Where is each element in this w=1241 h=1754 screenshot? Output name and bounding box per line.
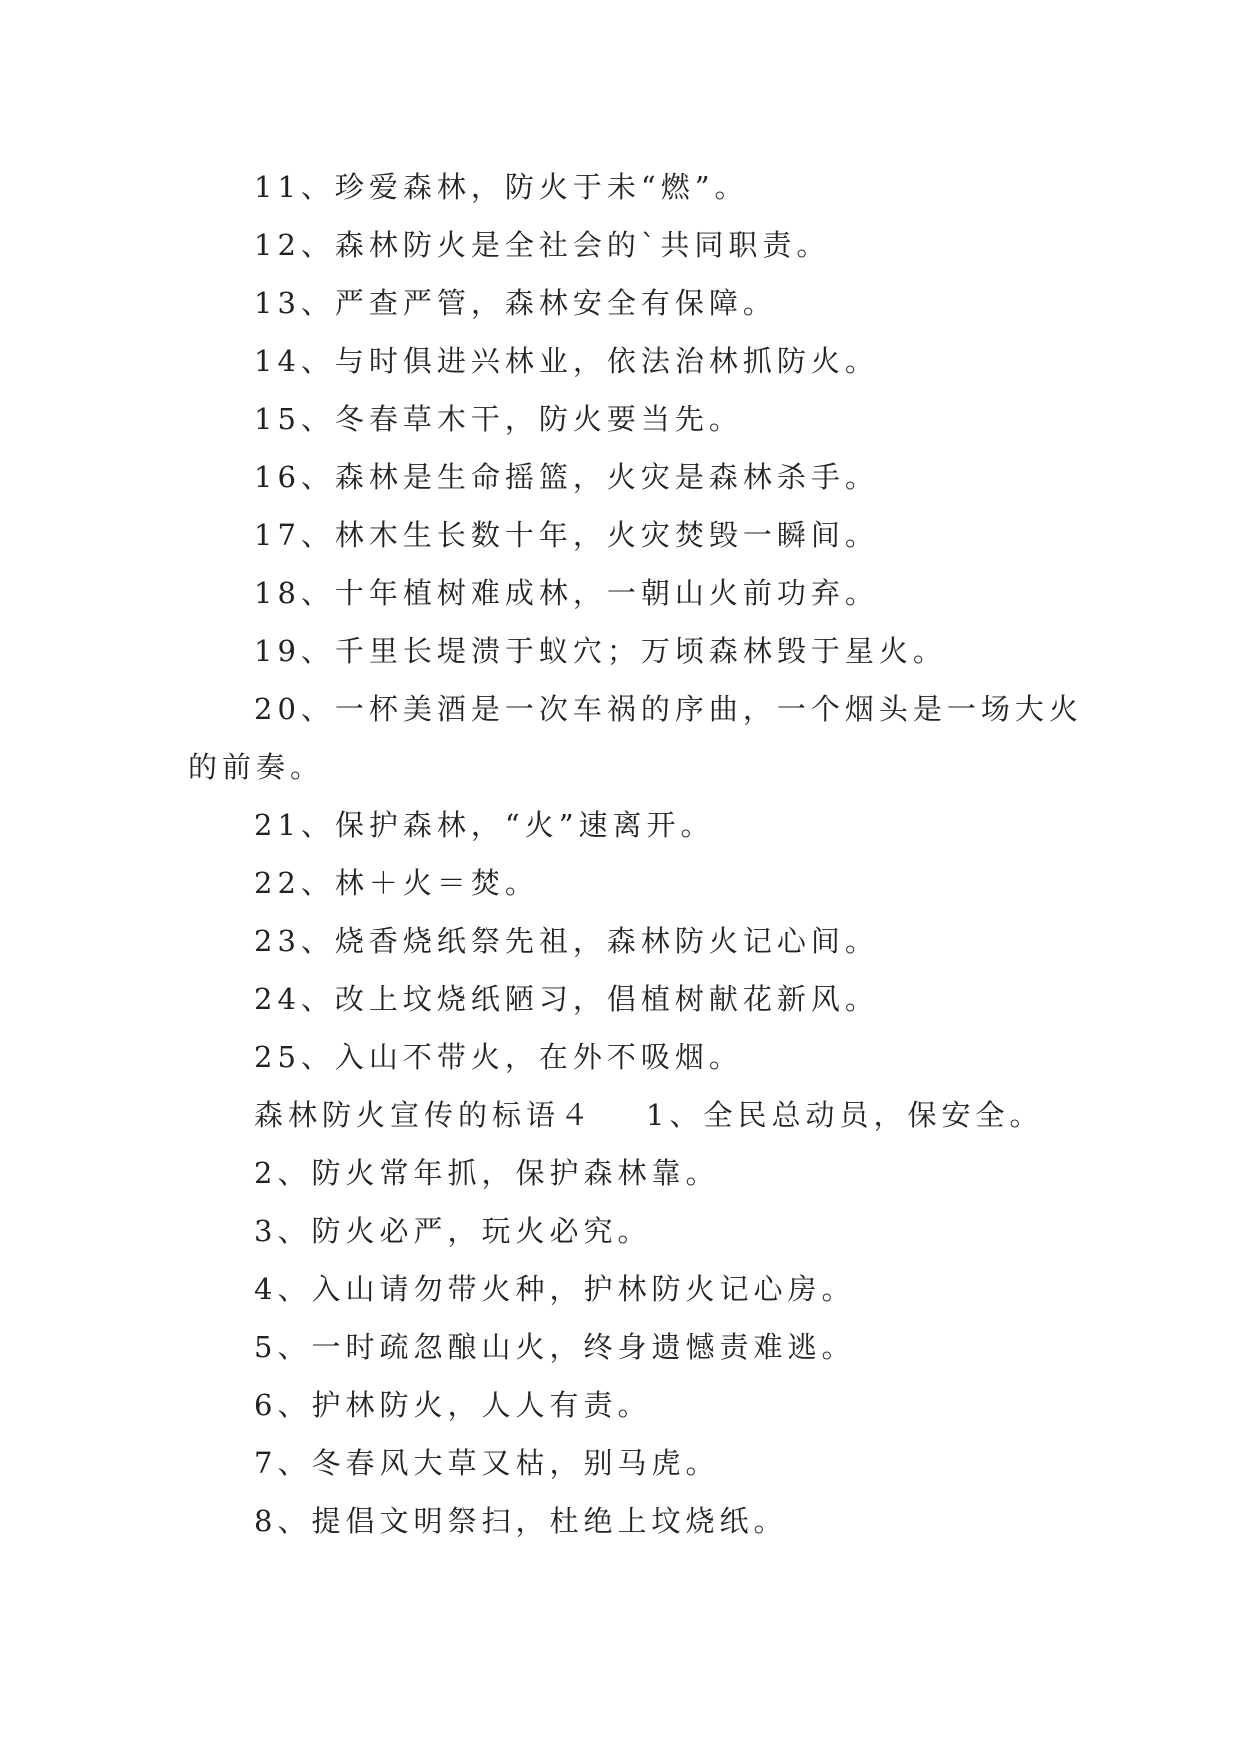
section-slogan-5: 5、一时疏忽酿山火，终身遗憾责难逃。	[254, 1330, 856, 1364]
slogan-23: 23、烧香烧纸祭先祖，森林防火记心间。	[254, 924, 879, 958]
slogan-20-line-1: 20、一杯美酒是一次车祸的序曲，一个烟头是一场大火	[254, 692, 1083, 726]
slogan-14: 14、与时俱进兴林业，依法治林抓防火。	[254, 344, 879, 378]
slogan-24: 24、改上坟烧纸陋习，倡植树献花新风。	[254, 982, 879, 1016]
section-slogan-7: 7、冬春风大草又枯，别马虎。	[254, 1446, 720, 1480]
slogan-21: 21、保护森林，“火”速离开。	[254, 808, 715, 842]
section-slogan-3: 3、防火必严，玩火必究。	[254, 1214, 652, 1248]
section-slogan-8: 8、提倡文明祭扫，杜绝上坟烧纸。	[254, 1504, 788, 1538]
slogan-16: 16、森林是生命摇篮，火灾是森林杀手。	[254, 460, 879, 494]
section-heading: 森林防火宣传的标语４	[254, 1098, 595, 1132]
section-heading-line	[188, 1086, 1068, 1144]
slogan-17: 17、林木生长数十年，火灾焚毁一瞬间。	[254, 518, 879, 552]
document-body	[188, 158, 1083, 1550]
slogan-25: 25、入山不带火，在外不吸烟。	[254, 1040, 743, 1074]
slogan-15: 15、冬春草木干，防火要当先。	[254, 402, 743, 436]
section-slogan-2: 2、防火常年抓，保护森林靠。	[254, 1156, 720, 1190]
slogan-13: 13、严查严管，森林安全有保障。	[254, 286, 777, 320]
slogan-18: 18、十年植树难成林，一朝山火前功弃。	[254, 576, 879, 610]
slogan-22: 22、林＋火＝焚。	[254, 866, 539, 900]
slogan-20-line-2: 的前奏。	[188, 750, 325, 784]
section-slogan-6: 6、护林防火，人人有责。	[254, 1388, 652, 1422]
section-slogan-4: 4、入山请勿带火种，护林防火记心房。	[254, 1272, 856, 1306]
slogan-11: 11、珍爱森林，防火于未“燃”。	[254, 170, 749, 204]
section-slogan-1: 1、全民总动员，保安全。	[646, 1098, 1044, 1132]
slogan-12: 12、森林防火是全社会的`共同职责。	[254, 228, 831, 262]
slogan-19: 19、千里长堤溃于蚁穴；万顷森林毁于星火。	[254, 634, 947, 668]
